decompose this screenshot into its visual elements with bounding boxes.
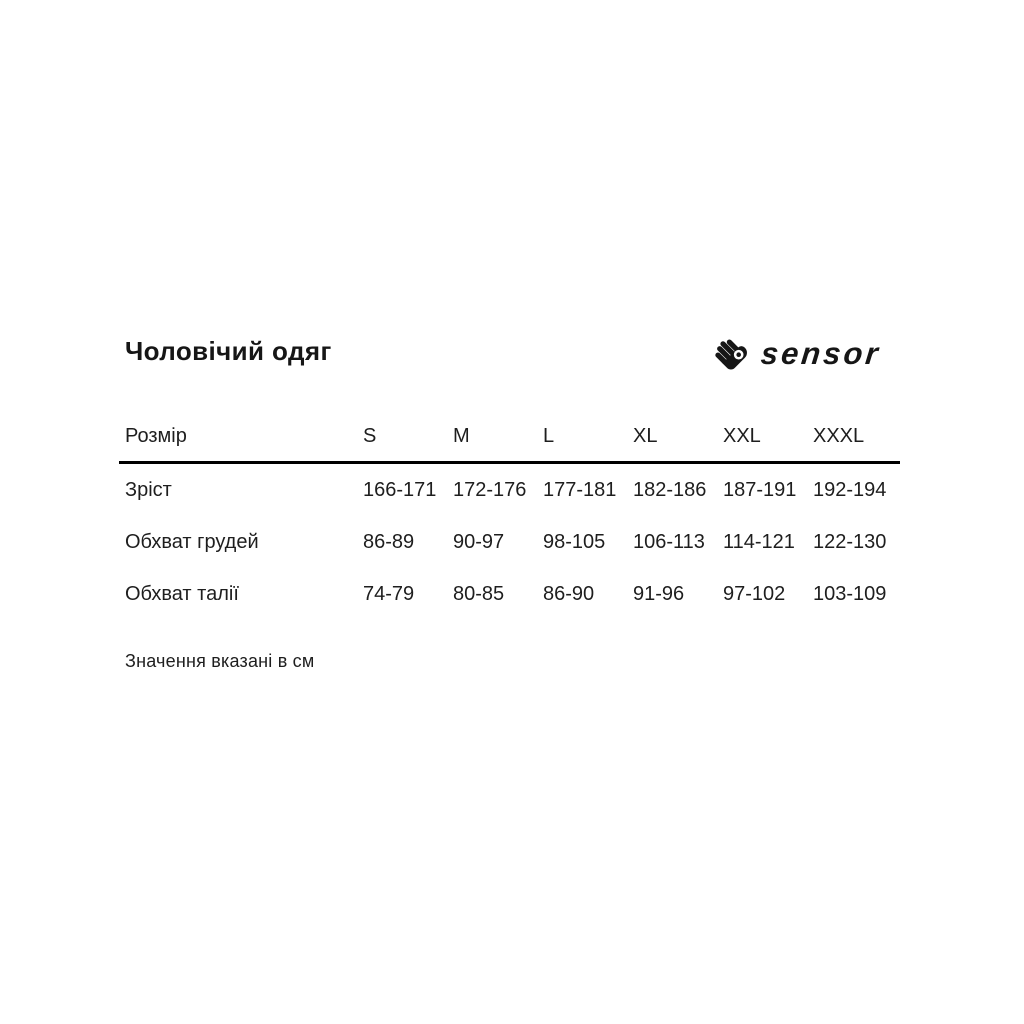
units-note: Значення вказані в см [125,651,315,671]
row-label-waist: Обхват талії [125,582,239,605]
table-cell-chest-m: 90-97 [453,530,505,553]
table-cell-height-m: 172-176 [453,478,527,501]
size-column-header-s: S [363,425,377,447]
table-cell-waist-l: 86-90 [543,582,595,605]
table-cell-chest-xl: 106-113 [633,530,705,553]
table-cell-chest-xxl: 114-121 [723,530,795,553]
table-cell-height-xxxl: 192-194 [813,478,887,501]
table-cell-height-l: 177-181 [543,478,617,501]
size-column-header-xl: XL [633,425,658,447]
table-cell-waist-m: 80-85 [453,582,505,605]
table-cell-waist-xxl: 97-102 [723,582,786,605]
sensor-glove-icon [706,329,752,379]
table-cell-height-xl: 182-186 [633,478,707,501]
size-table-body [125,464,903,620]
size-column-header-xxxl: XXXL [813,425,865,447]
table-cell-height-s: 166-171 [363,478,437,501]
size-column-header-l: L [543,425,555,447]
page-title: Чоловічий одяг [125,336,332,366]
brand-logo [706,326,881,382]
table-cell-waist-xl: 91-96 [633,582,685,605]
table-cell-chest-s: 86-89 [363,530,415,553]
row-label-chest: Обхват грудей [125,530,259,553]
table-cell-height-xxl: 187-191 [723,478,797,501]
table-cell-chest-l: 98-105 [543,530,606,553]
table-cell-chest-xxxl: 122-130 [813,530,887,553]
brand-wordmark: sensor [759,336,883,371]
size-table-header-row [125,423,903,449]
table-cell-waist-xxxl: 103-109 [813,582,887,605]
table-cell-waist-s: 74-79 [363,582,415,605]
size-column-header-xxl: XXL [723,425,761,447]
size-table-corner-label: Розмір [125,425,187,447]
row-label-height: Зріст [125,478,172,501]
size-column-header-m: M [453,425,470,447]
